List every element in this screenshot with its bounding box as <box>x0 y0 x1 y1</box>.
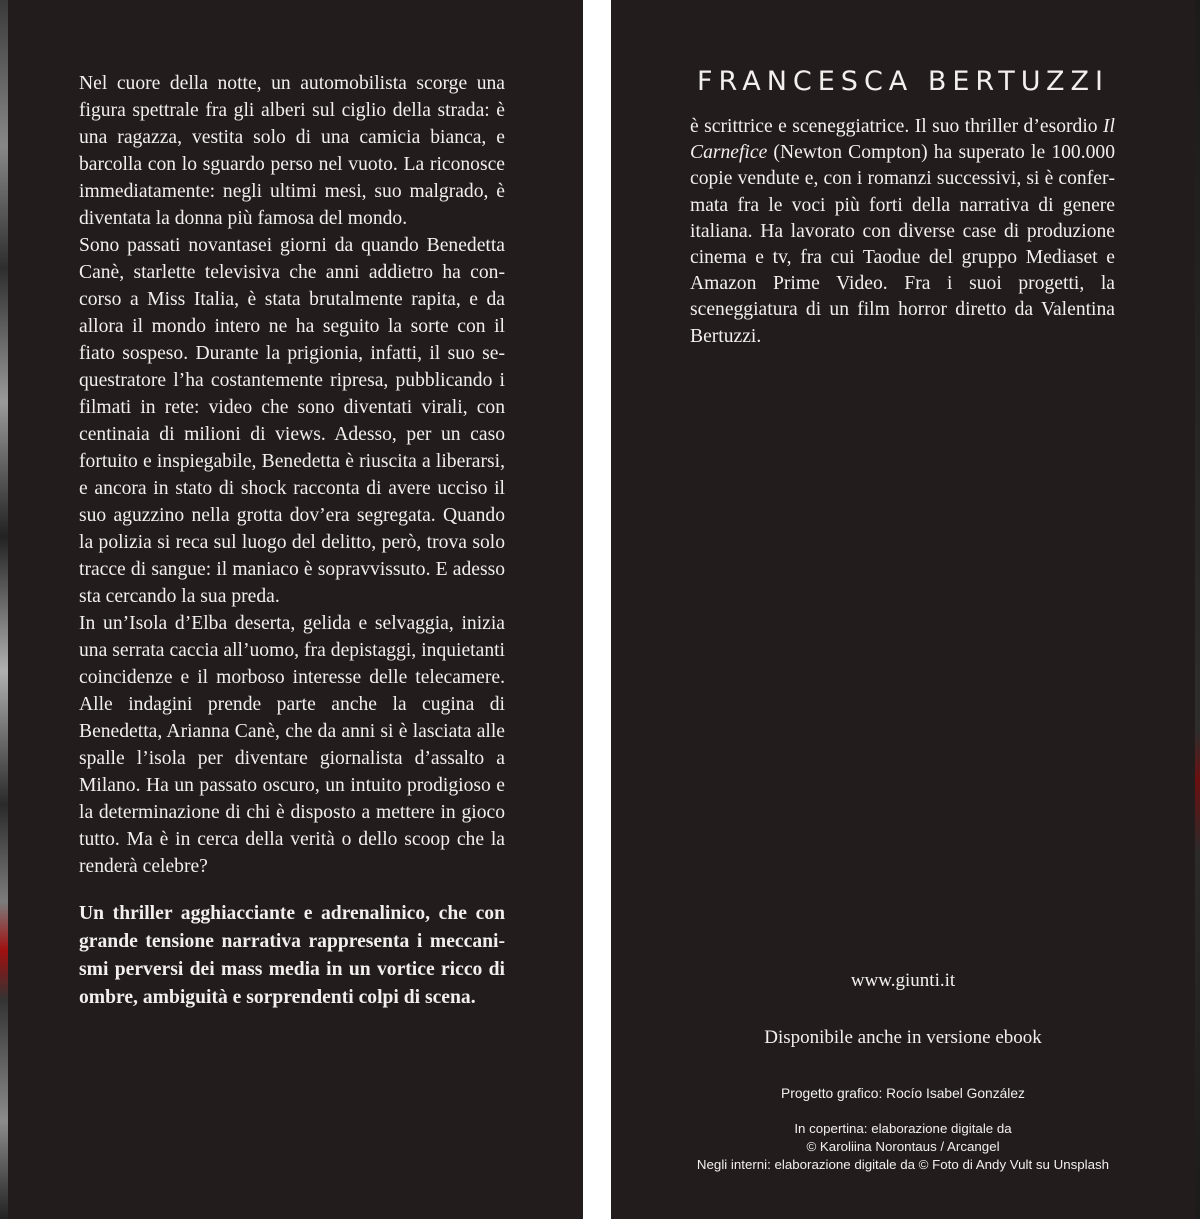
flap-panel <box>611 0 1195 1219</box>
back-cover-panel <box>8 0 583 1219</box>
blurb-paragraph: In un’Isola d’Elba deserta, gelida e selvaggia, inizia una serrata caccia all’uomo, fra depistaggi, inquietanti coincidenze e il morboso interesse delle telecamere. Alle indagini prende parte anche la cugina di Benedetta, Arianna Canè, che da anni si è lasciata alle spalle l’isola per diventare giornalista d’assalto a Milano. Ha un passato oscuro, un intuito prodigioso e la determinazione di chi è disposto a mettere in gioco tutto. Ma è in cerca della verità o dello scoop che la renderà celebre? <box>79 613 505 877</box>
blurb-tagline: Un thriller agghiacciante e adrenalinico, che con grande tensione narrativa rappresenta i meccanismi perversi dei mass media in un vortice ricco di ombre, ambiguità e sorprendenti colpi di scena. <box>79 903 505 1008</box>
cover-edge-strip <box>0 0 8 1219</box>
ebook-note: Disponibile anche in versione ebook <box>764 1027 1042 1048</box>
cover-edge-strip-right <box>1195 0 1200 1219</box>
credit-interior: Negli interni: elaborazione digitale da © Foto di Andy Vult su Unsplash <box>696 1157 1110 1172</box>
credit-design: Progetto grafico: Rocío Isabel González <box>781 1086 1025 1101</box>
bio-intro: è scrittrice e sceneggiatrice. Il suo thriller d’esordio <box>690 116 1104 137</box>
blurb-text <box>79 70 505 1012</box>
blurb-paragraph: Nel cuore della notte, un automobilista scorge una figura spettrale fra gli alberi sul ciglio della strada: è una ragazza, vestita solo di una camicia bianca, e barcolla con lo sguardo perso nel vuoto. La riconosce immediatamente: negli ultimi mesi, suo malgrado, è diventata la donna più famosa del mondo. <box>79 73 505 229</box>
bio-book-title: Il Carnefice <box>690 116 1115 164</box>
credit-cover-line1: In copertina: elaborazione digitale da <box>794 1121 1012 1136</box>
publisher-website: www.giunti.it <box>850 970 956 991</box>
author-name: FRANCESCA BERTUZZI <box>697 66 1109 97</box>
credit-cover-line2: © Karoliina Norontaus / Arcangel <box>806 1139 1000 1154</box>
blurb-paragraph: Sono passati novantasei giorni da quando Benedetta Canè, starlette televisiva che anni addietro ha concorso a Miss Italia, è stata brutalmente rapita, e da allora il mondo intero ne ha seguito la sorte con il fiato sospeso. Durante la prigionia, infatti, il suo sequestratore l’ha costantemente ripresa, pubblicando i filmati in rete: video che sono diventati virali, con centinaia di milioni di views. Adesso, per un caso fortuito e inspiegabile, Benedetta è riuscita a liberarsi, e ancora in stato di shock racconta di avere ucciso il suo aguzzino nella grotta dov’era segregata. Quando la polizia si reca sul luogo del delitto, però, trova solo tracce di sangue: il maniaco è sopravvissuto. E adesso sta cercando la sua preda. <box>79 235 505 607</box>
bio-rest: (Newton Compton) ha superato le 100.000 copie vendute e, con i romanzi successivi, si è confermata fra le voci più forti della narrativa di genere italiana. Ha lavorato con diverse case di produzione cinema e tv, fra cui Taodue del gruppo Mediaset e Amazon Prime Video. Fra i suoi progetti, la sceneggiatura di un film horror diretto da Valentina Bertuzzi. <box>690 142 1115 347</box>
author-bio <box>690 114 1115 350</box>
